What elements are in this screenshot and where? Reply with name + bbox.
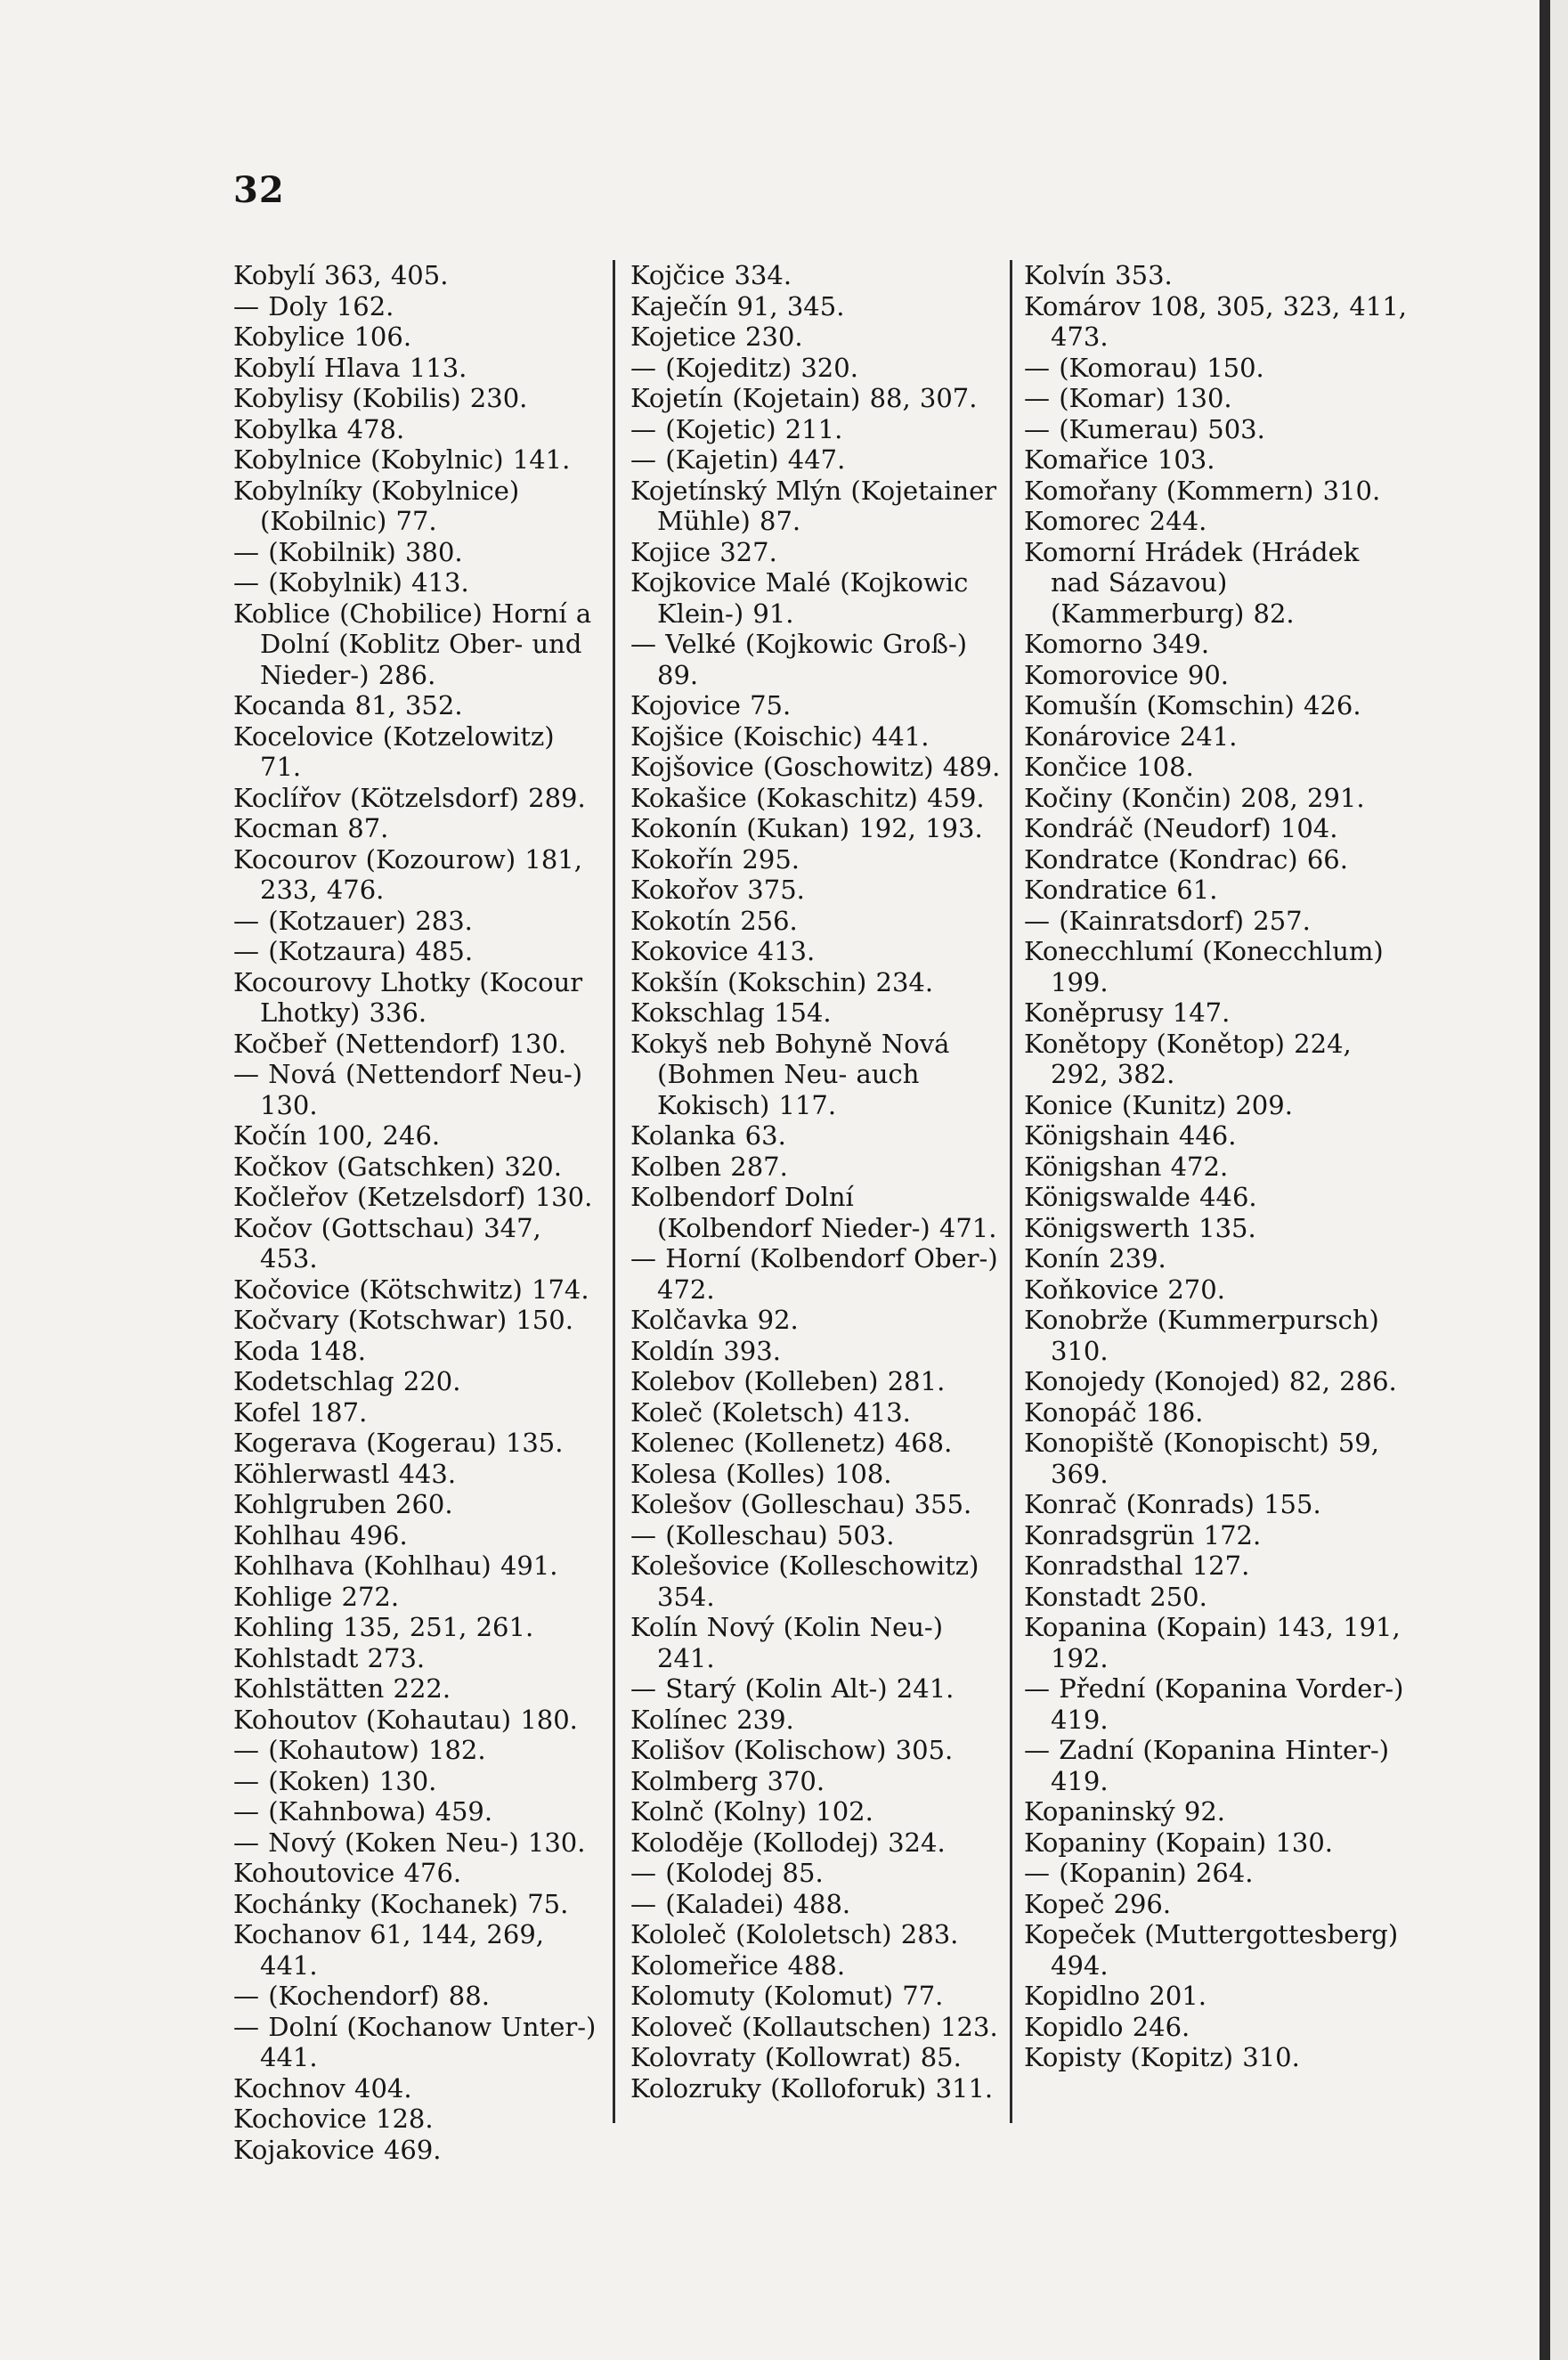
index-entry: Konice (Kunitz) 209. — [1024, 1089, 1293, 1120]
index-entry: Konecchlumí (Konecchlum) 199. — [1024, 936, 1384, 997]
index-entry: Konojedy (Konojed) 82, 286. — [1024, 1366, 1397, 1396]
index-entry: Komorovice 90. — [1024, 659, 1230, 690]
index-entry: Konobrže (Kummerpursch) 310. — [1024, 1305, 1379, 1366]
index-entry: Kokašice (Kokaschitz) 459. — [630, 782, 985, 813]
index-entry: Konradsgrün 172. — [1024, 1519, 1262, 1550]
index-entry: Kojakovice 469. — [233, 2134, 442, 2165]
index-entry: — Doly 162. — [233, 290, 394, 321]
index-entry: Kojice 327. — [630, 536, 777, 567]
index-entry: — Zadní (Kopanina Hinter-) 419. — [1024, 1735, 1390, 1796]
index-entry: Kokotín 256. — [630, 905, 798, 936]
index-entry: Kočbeř (Nettendorf) 130. — [233, 1028, 567, 1059]
index-entry: — Nový (Koken Neu-) 130. — [233, 1827, 586, 1858]
index-entry: Konrač (Konrads) 155. — [1024, 1489, 1321, 1519]
index-entry: — (Kaladei) 488. — [630, 1888, 851, 1919]
index-entry: Kaječín 91, 345. — [630, 290, 845, 321]
index-entry: Kolanka 63. — [630, 1120, 786, 1151]
index-entry: Kolčavka 92. — [630, 1305, 799, 1335]
index-entry: Kočiny (Končin) 208, 291. — [1024, 782, 1365, 813]
index-entry: — (Komorau) 150. — [1024, 352, 1264, 383]
index-entry: Kondratice 61. — [1024, 875, 1218, 905]
index-entry: Kokovice 413. — [630, 936, 816, 966]
column-divider-2 — [1010, 260, 1012, 2123]
index-entry: Kočovice (Kötschwitz) 174. — [233, 1274, 589, 1305]
index-entry: Konětopy (Konětop) 224, 292, 382. — [1024, 1028, 1352, 1089]
index-entry: Kokořov 375. — [630, 875, 805, 905]
index-entry: Kojkovice Malé (Kojkowic Klein-) 91. — [630, 567, 969, 629]
index-entry: Kokořín 295. — [630, 843, 800, 875]
index-entry: Komušín (Komschin) 426. — [1024, 690, 1361, 720]
index-entry: Kobylníky (Kobylnice) (Kobilnic) 77. — [233, 475, 520, 536]
index-entry: Kojetín (Kojetain) 88, 307. — [630, 383, 978, 413]
index-entry: — (Kobylnik) 413. — [233, 567, 469, 598]
index-entry: Kolišov (Kolischow) 305. — [630, 1735, 954, 1765]
index-entry: Koblice (Chobilice) Horní a Dolní (Koblitz Ober- und Nieder-) 286. — [233, 598, 592, 690]
index-entry: Kolnč (Kolny) 102. — [630, 1796, 873, 1827]
index-entry: — (Kainratsdorf) 257. — [1024, 905, 1311, 936]
index-entry: Konopáč 186. — [1024, 1396, 1204, 1428]
index-entry: — (Kotzaura) 485. — [233, 936, 474, 966]
index-entry: Kočvary (Kotschwar) 150. — [233, 1305, 573, 1335]
index-entry: Kočleřov (Ketzelsdorf) 130. — [233, 1182, 593, 1212]
index-entry: Kocanda 81, 352. — [233, 690, 463, 720]
index-entry: Kocourov (Kozourow) 181, 233, 476. — [233, 843, 582, 905]
index-entry: Kobylnice (Kobylnic) 141. — [233, 444, 571, 475]
index-entry: Konradsthal 127. — [1024, 1550, 1250, 1581]
index-entry: Kocourovy Lhotky (Kocour Lhotky) 336. — [233, 966, 583, 1028]
index-entry: Kochovice 128. — [233, 2104, 434, 2134]
index-column-1 — [233, 260, 604, 2165]
index-entry: Kojšovice (Goschowitz) 489. — [630, 752, 1001, 782]
index-entry: Kopisty (Kopitz) 310. — [1024, 2042, 1300, 2072]
index-entry: — (Kopanin) 264. — [1024, 1858, 1254, 1888]
index-entry: — (Kumerau) 503. — [1024, 413, 1265, 444]
index-entry: Königshan 472. — [1024, 1151, 1229, 1182]
index-entry: — (Kojeditz) 320. — [630, 352, 858, 383]
index-entry: Komořany (Kommern) 310. — [1024, 475, 1381, 506]
index-entry: Kokschlag 154. — [630, 997, 832, 1028]
index-entry: Kondratce (Kondrac) 66. — [1024, 843, 1348, 875]
column-divider-1 — [613, 260, 615, 2123]
index-entry: Kolmberg 370. — [630, 1765, 825, 1796]
index-entry: Kobylice 106. — [233, 321, 412, 352]
index-entry: Kopeč 296. — [1024, 1888, 1172, 1919]
index-entry: Koldín 393. — [630, 1335, 781, 1366]
index-entry: Kolomeřice 488. — [630, 1949, 846, 1981]
index-entry: Kodetschlag 220. — [233, 1366, 461, 1396]
index-entry: — (Kolodej 85. — [630, 1858, 824, 1888]
index-entry: Kohlhau 496. — [233, 1519, 408, 1550]
index-entry: Komorní Hrádek (Hrádek nad Sázavou) (Kammerburg) 82. — [1024, 536, 1360, 629]
index-entry: — (Koken) 130. — [233, 1765, 437, 1796]
index-column-2 — [630, 260, 1003, 2148]
index-entry: Kopaniny (Kopain) 130. — [1024, 1827, 1333, 1858]
index-entry: Königshain 446. — [1024, 1120, 1237, 1151]
index-entry: Kolomuty (Kolomut) 77. — [630, 1981, 944, 2011]
index-entry: Koloděje (Kollodej) 324. — [630, 1827, 946, 1858]
page-edge-bar — [1540, 0, 1550, 2360]
index-entry: Kokonín (Kukan) 192, 193. — [630, 813, 983, 843]
index-entry: Kolenec (Kollenetz) 468. — [630, 1428, 953, 1458]
index-entry: Konstadt 250. — [1024, 1581, 1207, 1612]
index-entry: Kojovice 75. — [630, 690, 792, 720]
index-entry: Kochánky (Kochanek) 75. — [233, 1888, 569, 1919]
index-entry: Königswerth 135. — [1024, 1212, 1256, 1243]
index-entry: Kobylí Hlava 113. — [233, 352, 467, 383]
page-edge-strip — [1550, 0, 1568, 2360]
index-entry: Kogerava (Kogerau) 135. — [233, 1428, 564, 1458]
index-entry: Kondráč (Neudorf) 104. — [1024, 813, 1338, 843]
index-entry: — Přední (Kopanina Vorder-) 419. — [1024, 1673, 1404, 1735]
index-entry: Kocelovice (Kotzelowitz) 71. — [233, 720, 555, 782]
index-entry: Kočín 100, 246. — [233, 1120, 441, 1151]
index-entry: — Horní (Kolbendorf Ober-) 472. — [630, 1243, 998, 1305]
index-entry: — Velké (Kojkowic Groß-) 89. — [630, 629, 968, 690]
index-entry: Kololeč (Kololetsch) 283. — [630, 1919, 959, 1949]
index-entry: — (Kolleschau) 503. — [630, 1519, 895, 1550]
index-column-3 — [1024, 260, 1416, 2148]
index-entry: Komařice 103. — [1024, 444, 1215, 475]
index-entry: Konopiště (Konopischt) 59, 369. — [1024, 1428, 1379, 1489]
index-entry: Kopanina (Kopain) 143, 191, 192. — [1024, 1612, 1401, 1673]
index-entry: Konárovice 241. — [1024, 720, 1238, 752]
page-number: 32 — [233, 169, 285, 211]
index-entry: Kojetice 230. — [630, 321, 803, 352]
index-entry: Komárov 108, 305, 323, 411, 473. — [1024, 290, 1407, 352]
index-entry: Koleč (Koletsch) 413. — [630, 1396, 911, 1428]
index-entry: Kočkov (Gatschken) 320. — [233, 1151, 562, 1182]
index-entry: Kohlhava (Kohlhau) 491. — [233, 1550, 558, 1581]
index-entry: Kolozruky (Kolloforuk) 311. — [630, 2072, 994, 2104]
index-entry: Kohlstätten 222. — [233, 1673, 451, 1704]
index-entry: Kojčice 334. — [630, 260, 792, 290]
index-entry: — (Kochendorf) 88. — [233, 1981, 490, 2011]
index-entry: Kohoutov (Kohautau) 180. — [233, 1704, 578, 1735]
index-entry: Kojšice (Koischic) 441. — [630, 720, 930, 752]
index-entry: Komorec 244. — [1024, 506, 1207, 536]
index-entry: Kohlige 272. — [233, 1581, 400, 1612]
index-entry: Koclířov (Kötzelsdorf) 289. — [233, 782, 586, 813]
index-entry: Končice 108. — [1024, 752, 1194, 782]
index-entry: Kohlgruben 260. — [233, 1489, 453, 1519]
index-entry: Kopidlo 246. — [1024, 2011, 1190, 2042]
index-entry: Kolebov (Kolleben) 281. — [630, 1366, 946, 1396]
index-entry: — (Kobilnik) 380. — [233, 536, 463, 567]
index-entry: Kolesa (Kolles) 108. — [630, 1458, 892, 1489]
index-entry: — (Kojetic) 211. — [630, 413, 843, 444]
index-entry: Kochanov 61, 144, 269, 441. — [233, 1919, 544, 1981]
index-entry: Kopidlno 201. — [1024, 1981, 1206, 2011]
index-entry: Komorno 349. — [1024, 629, 1210, 659]
index-entry: Kohling 135, 251, 261. — [233, 1612, 534, 1642]
index-entry: Konín 239. — [1024, 1243, 1166, 1274]
index-entry: — (Kohautow) 182. — [233, 1735, 486, 1765]
index-entry: Koněprusy 147. — [1024, 997, 1231, 1028]
index-entry: Kolínec 239. — [630, 1704, 794, 1735]
index-entry: Kokyš neb Bohyně Nová (Bohmen Neu- auch Kokisch) 117. — [630, 1028, 950, 1120]
index-entry: Kolešovice (Kolleschowitz) 354. — [630, 1550, 979, 1612]
index-entry: Kojetínský Mlýn (Kojetainer Mühle) 87. — [630, 475, 997, 536]
index-entry: Kohlstadt 273. — [233, 1642, 426, 1673]
index-entry: — (Kajetin) 447. — [630, 444, 846, 475]
index-entry: Kobylí 363, 405. — [233, 260, 449, 290]
index-entry: — Starý (Kolin Alt-) 241. — [630, 1673, 955, 1704]
index-entry: Kolovraty (Kollowrat) 85. — [630, 2042, 962, 2072]
index-entry: Kobylisy (Kobilis) 230. — [233, 383, 528, 413]
index-entry: — (Kahnbowa) 459. — [233, 1796, 493, 1827]
index-entry: Koloveč (Kollautschen) 123. — [630, 2011, 998, 2042]
index-entry: Kokšín (Kokschin) 234. — [630, 966, 934, 997]
index-entry: Kopeček (Muttergottesberg) 494. — [1024, 1919, 1399, 1981]
index-entry: Kolben 287. — [630, 1151, 788, 1182]
index-entry: Koňkovice 270. — [1024, 1274, 1225, 1305]
index-entry: Kofel 187. — [233, 1396, 368, 1428]
index-entry: Koda 148. — [233, 1335, 366, 1366]
index-entry: — (Kotzauer) 283. — [233, 905, 473, 936]
index-entry: — (Komar) 130. — [1024, 383, 1232, 413]
index-entry: Kolvín 353. — [1024, 260, 1173, 290]
index-entry: Kolbendorf Dolní (Kolbendorf Nieder-) 471. — [630, 1182, 997, 1243]
index-entry: Kobylka 478. — [233, 413, 405, 444]
index-entry: — Dolní (Kochanow Unter-) 441. — [233, 2011, 597, 2072]
index-entry: Kohoutovice 476. — [233, 1858, 462, 1888]
index-entry: Kochnov 404. — [233, 2072, 412, 2104]
index-entry: Königswalde 446. — [1024, 1182, 1257, 1212]
index-entry: Kocman 87. — [233, 813, 389, 843]
index-entry: Köhlerwastl 443. — [233, 1458, 457, 1489]
index-entry: Kočov (Gottschau) 347, 453. — [233, 1212, 541, 1274]
index-entry: Kolín Nový (Kolin Neu-) 241. — [630, 1612, 944, 1673]
index-entry: Kolešov (Golleschau) 355. — [630, 1489, 972, 1519]
index-entry: — Nová (Nettendorf Neu-) 130. — [233, 1059, 583, 1120]
index-entry: Kopaninský 92. — [1024, 1796, 1226, 1827]
